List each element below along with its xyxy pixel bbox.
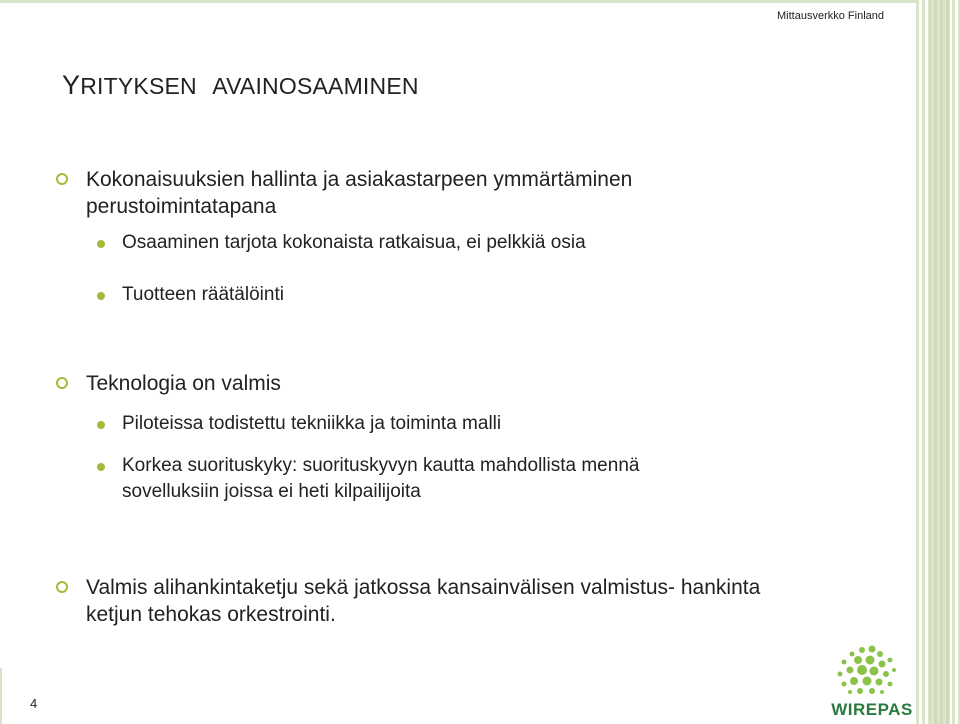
section-2 [52,370,892,505]
list-item-text: sovelluksiin joissa ei heti kilpailijoita [122,481,421,502]
ring-bullet-icon [56,581,68,593]
slide-title [62,70,419,101]
heading-line: perustoimintatapana [86,195,277,218]
ring-bullet-icon [56,173,68,185]
logo-text: WIREPAS [831,700,913,719]
list-item-text: Korkea suorituskyky: suorituskyvyn kautta mahdollista mennä [122,455,640,476]
left-rule [0,668,2,724]
header-brand: Mittausverkko Finland [777,10,884,22]
title-initial: Y [62,70,81,100]
list-item-text: Piloteissa todistettu tekniikka ja toiminta malli [122,413,502,434]
title-word-2: AVAINOSAAMINEN [212,73,419,99]
list-item-text: Osaaminen tarjota kokonaista ratkaisua, ei pelkkiä osia [122,232,586,253]
page-number: 4 [30,696,38,711]
heading-line: Teknologia on valmis [86,372,281,395]
dot-bullet-icon [97,240,105,248]
section-heading [52,574,892,628]
list-item-text: Tuotteen räätälöinti [122,284,284,305]
dot-bullet-icon [97,463,105,471]
list-item [52,230,892,256]
section-heading [52,370,892,397]
list-item [52,453,892,505]
title-word-1: RITYKSEN [80,73,197,99]
heading-line: Valmis alihankintaketju sekä jatkossa kansainvälisen valmistus- hankinta [86,576,761,599]
ring-bullet-icon [56,377,68,389]
heading-line: ketjun tehokas orkestrointi. [86,603,336,626]
list-item [52,282,892,308]
section-heading [52,166,892,220]
top-rule [0,0,920,3]
decorative-stripe [916,0,960,724]
section-1 [52,166,892,308]
list-item [52,411,892,437]
heading-line: Kokonaisuuksien hallinta ja asiakastarpeen ymmärtäminen [86,168,633,191]
dot-bullet-icon [97,421,105,429]
section-3 [52,574,892,628]
dot-bullet-icon [97,292,105,300]
